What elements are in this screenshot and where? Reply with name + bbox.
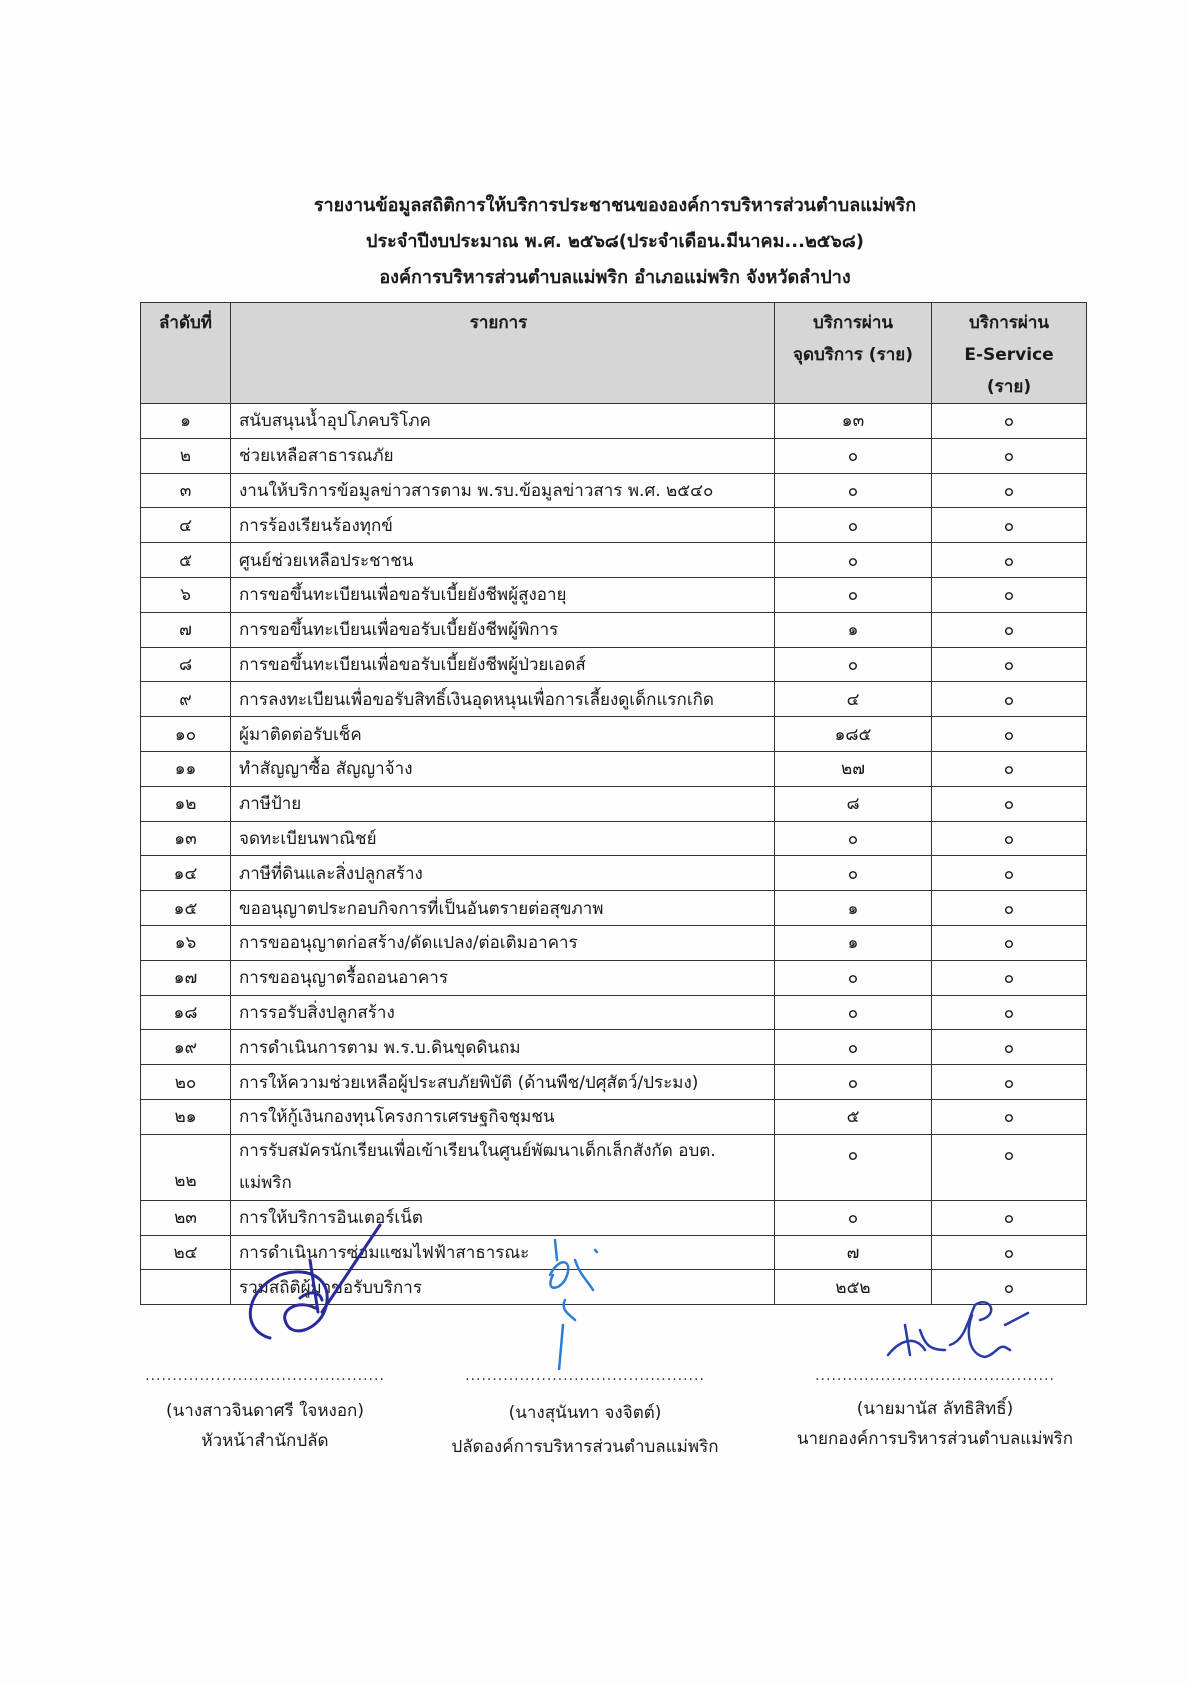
total-eservice-count: ๐	[932, 1270, 1087, 1305]
table-row	[141, 960, 1087, 995]
signature-1-icon	[240, 1220, 420, 1350]
row-number: ๓	[141, 473, 231, 508]
column-header-no-label: ลำดับที่	[158, 313, 212, 333]
row-eservice-count: ๐	[932, 473, 1087, 508]
row-number: ๑๗	[141, 960, 231, 995]
table-row	[141, 717, 1087, 752]
row-number: ๑๑	[141, 751, 231, 786]
table-row	[141, 543, 1087, 578]
row-service-point-count: ๐	[775, 1030, 932, 1065]
row-item: จดทะเบียนพาณิชย์	[231, 821, 775, 856]
row-eservice-count: ๐	[932, 612, 1087, 647]
row-eservice-count: ๐	[932, 786, 1087, 821]
signer-position: นายกองค์การบริหารส่วนตำบลแม่พริก	[796, 1429, 1074, 1449]
signature-3-icon	[880, 1295, 1030, 1370]
row-service-point-count: ๑	[775, 612, 932, 647]
table-row	[141, 473, 1087, 508]
row-number: ๑๐	[141, 717, 231, 752]
row-service-point-count: ๗	[775, 1235, 932, 1270]
row-service-point-count: ๑	[775, 891, 932, 926]
row-eservice-count: ๐	[932, 1134, 1087, 1200]
row-eservice-count: ๐	[932, 821, 1087, 856]
signature-2-icon	[535, 1230, 625, 1370]
row-item: การลงทะเบียนเพื่อขอรับสิทธิ์เงินอุดหนุนเพื่อการเลี้ยงดูเด็กแรกเกิด	[231, 682, 775, 717]
row-service-point-count: ๐	[775, 543, 932, 578]
row-service-point-count: ๐	[775, 856, 932, 891]
table-row	[141, 577, 1087, 612]
service-statistics-table	[140, 302, 1087, 1305]
row-service-point-count: ๑	[775, 925, 932, 960]
row-number: ๖	[141, 577, 231, 612]
row-eservice-count: ๐	[932, 577, 1087, 612]
table-row	[141, 891, 1087, 926]
signer-name: (นายมานัส ลัทธิสิทธิ์)	[856, 1399, 1014, 1419]
row-item: ช่วยเหลือสาธารณภัย	[231, 438, 775, 473]
row-service-point-count: ๐	[775, 577, 932, 612]
row-eservice-count: ๐	[932, 1030, 1087, 1065]
row-item: ขออนุญาตประกอบกิจการที่เป็นอันตรายต่อสุขภาพ	[231, 891, 775, 926]
table-row	[141, 856, 1087, 891]
row-number: ๕	[141, 543, 231, 578]
row-service-point-count: ๐	[775, 960, 932, 995]
row-service-point-count: ๐	[775, 1200, 932, 1235]
table-row	[141, 821, 1087, 856]
column-header-no	[141, 303, 231, 404]
row-service-point-count: ๐	[775, 821, 932, 856]
signature-block-1	[130, 1368, 400, 1456]
row-eservice-count: ๐	[932, 1200, 1087, 1235]
table-row	[141, 1065, 1087, 1100]
row-number: ๔	[141, 508, 231, 543]
row-number: ๒๓	[141, 1200, 231, 1235]
total-row-label: รวมสถิติผู้มาขอรับบริการ	[231, 1270, 775, 1305]
table-row	[141, 682, 1087, 717]
signature-line: ............................................	[145, 1368, 385, 1384]
column-header-eservice-line2: E-Service (ราย)	[964, 345, 1054, 397]
report-title: รายงานข้อมูลสถิติการให้บริการประชาชนขององค์การบริหารส่วนตำบลแม่พริก	[313, 195, 917, 216]
row-number: ๒๑	[141, 1099, 231, 1134]
row-number: ๙	[141, 682, 231, 717]
row-service-point-count: ๐	[775, 508, 932, 543]
row-eservice-count: ๐	[932, 995, 1087, 1030]
row-service-point-count: ๑๘๕	[775, 717, 932, 752]
row-eservice-count: ๐	[932, 717, 1087, 752]
row-number: ๒๒	[141, 1134, 231, 1200]
row-service-point-count: ๐	[775, 438, 932, 473]
signer-name: (นางสาวจินดาศรี ใจหงอก)	[166, 1401, 364, 1421]
row-eservice-count: ๐	[932, 960, 1087, 995]
column-header-service-point-line2: จุดบริการ (ราย)	[793, 345, 913, 365]
column-header-item	[231, 303, 775, 404]
row-service-point-count: ๐	[775, 473, 932, 508]
row-number: ๑๕	[141, 891, 231, 926]
row-eservice-count: ๐	[932, 925, 1087, 960]
row-item: การขอขึ้นทะเบียนเพื่อขอรับเบี้ยยังชีพผู้สูงอายุ	[231, 577, 775, 612]
report-header	[130, 188, 1100, 296]
row-number: ๒๐	[141, 1065, 231, 1100]
row-service-point-count: ๒๗	[775, 751, 932, 786]
table-header-row	[141, 303, 1087, 404]
row-item: การร้องเรียนร้องทุกข์	[231, 508, 775, 543]
row-service-point-count: ๐	[775, 647, 932, 682]
row-eservice-count: ๐	[932, 1065, 1087, 1100]
row-number: ๒	[141, 438, 231, 473]
table-row	[141, 508, 1087, 543]
row-eservice-count: ๐	[932, 891, 1087, 926]
signature-line: ............................................	[465, 1368, 705, 1384]
row-item: สนับสนุนน้ำอุปโภคบริโภค	[231, 404, 775, 439]
row-item: ทำสัญญาซื้อ สัญญาจ้าง	[231, 751, 775, 786]
row-item: การรอรับสิ่งปลูกสร้าง	[231, 995, 775, 1030]
row-service-point-count: ๐	[775, 1065, 932, 1100]
total-service-point-count: ๒๕๒	[775, 1270, 932, 1305]
row-eservice-count: ๐	[932, 543, 1087, 578]
row-number: ๑๒	[141, 786, 231, 821]
row-item: การดำเนินการซ่อมแซมไฟฟ้าสาธารณะ	[231, 1235, 775, 1270]
table-row	[141, 647, 1087, 682]
row-eservice-count: ๐	[932, 404, 1087, 439]
row-item: ผู้มาติดต่อรับเช็ค	[231, 717, 775, 752]
row-item: ภาษีป้าย	[231, 786, 775, 821]
row-item: การให้กู้เงินกองทุนโครงการเศรษฐกิจชุมชน	[231, 1099, 775, 1134]
row-eservice-count: ๐	[932, 438, 1087, 473]
table-row	[141, 751, 1087, 786]
row-item: การดำเนินการตาม พ.ร.บ.ดินขุดดินถม	[231, 1030, 775, 1065]
column-header-eservice-line1: บริการผ่าน	[968, 313, 1050, 333]
column-header-service-point	[775, 303, 932, 404]
row-eservice-count: ๐	[932, 682, 1087, 717]
signer-name: (นางสุนันทา จงจิตต์)	[508, 1403, 662, 1423]
table-row	[141, 925, 1087, 960]
row-item: การรับสมัครนักเรียนเพื่อเข้าเรียนในศูนย์พัฒนาเด็กเล็กสังกัด อบต. แม่พริก	[231, 1134, 775, 1200]
column-header-service-point-line1: บริการผ่าน	[812, 313, 894, 333]
signature-block-3	[775, 1368, 1095, 1454]
table-row	[141, 995, 1087, 1030]
row-number: ๑๘	[141, 995, 231, 1030]
table-row	[141, 1030, 1087, 1065]
signer-position: หัวหน้าสำนักปลัด	[201, 1431, 329, 1451]
row-number: ๑๖	[141, 925, 231, 960]
row-number: ๗	[141, 612, 231, 647]
table-row	[141, 612, 1087, 647]
row-item: การขอขึ้นทะเบียนเพื่อขอรับเบี้ยยังชีพผู้ป่วยเอดส์	[231, 647, 775, 682]
total-row-number	[141, 1270, 231, 1305]
row-service-point-count: ๐	[775, 995, 932, 1030]
table-row	[141, 404, 1087, 439]
table-row	[141, 438, 1087, 473]
row-eservice-count: ๐	[932, 856, 1087, 891]
row-item: การให้บริการอินเตอร์เน็ต	[231, 1200, 775, 1235]
row-number: ๑๙	[141, 1030, 231, 1065]
column-header-item-label: รายการ	[469, 313, 528, 333]
signer-position: ปลัดองค์การบริหารส่วนตำบลแม่พริก	[451, 1437, 719, 1457]
row-number: ๑๔	[141, 856, 231, 891]
row-eservice-count: ๐	[932, 1235, 1087, 1270]
report-period: ประจำปีงบประมาณ พ.ศ. ๒๕๖๘(ประจำเดือน.มีนาคม...๒๕๖๘)	[366, 231, 864, 252]
row-item: ภาษีที่ดินและสิ่งปลูกสร้าง	[231, 856, 775, 891]
column-header-eservice	[932, 303, 1087, 404]
report-organization: องค์การบริหารส่วนตำบลแม่พริก อำเภอแม่พริก จังหวัดลำปาง	[379, 267, 851, 288]
row-item: การให้ความช่วยเหลือผู้ประสบภัยพิบัติ (ด้านพืช/ปศุสัตว์/ประมง)	[231, 1065, 775, 1100]
row-item: การขออนุญาตก่อสร้าง/ดัดแปลง/ต่อเติมอาคาร	[231, 925, 775, 960]
signature-line: ............................................	[815, 1368, 1055, 1384]
row-number: ๑๓	[141, 821, 231, 856]
row-number: ๘	[141, 647, 231, 682]
row-item: การขออนุญาตรื้อถอนอาคาร	[231, 960, 775, 995]
signature-block-2	[440, 1368, 730, 1462]
row-eservice-count: ๐	[932, 751, 1087, 786]
row-item: งานให้บริการข้อมูลข่าวสารตาม พ.รบ.ข้อมูลข่าวสาร พ.ศ. ๒๕๔๐	[231, 473, 775, 508]
row-service-point-count: ๑๓	[775, 404, 932, 439]
row-service-point-count: ๕	[775, 1099, 932, 1134]
row-eservice-count: ๐	[932, 1099, 1087, 1134]
row-service-point-count: ๔	[775, 682, 932, 717]
row-number: ๑	[141, 404, 231, 439]
row-service-point-count: ๘	[775, 786, 932, 821]
table-row	[141, 786, 1087, 821]
table-row	[141, 1099, 1087, 1134]
row-item: การขอขึ้นทะเบียนเพื่อขอรับเบี้ยยังชีพผู้พิการ	[231, 612, 775, 647]
row-number: ๒๔	[141, 1235, 231, 1270]
row-eservice-count: ๐	[932, 647, 1087, 682]
row-item: ศูนย์ช่วยเหลือประชาชน	[231, 543, 775, 578]
table-row	[141, 1134, 1087, 1200]
row-service-point-count: ๐	[775, 1134, 932, 1200]
row-eservice-count: ๐	[932, 508, 1087, 543]
